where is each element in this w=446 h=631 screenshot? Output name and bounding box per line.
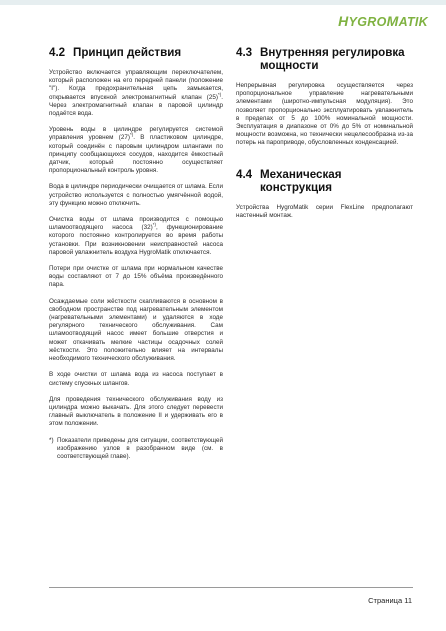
right-column xyxy=(236,46,413,228)
paragraph-switch-on: Устройство включается управляющим переключателем, который расположен на его передней панели (положение "I"). Когда предохранительная цепь замыкается, открывается впускной электромагнитный клапан (25)*). Через электромагнитный клапан в паровой цилиндр подаётся вода. xyxy=(49,69,223,118)
footer-divider xyxy=(49,587,413,588)
hygromatik-logo: HYGROMATIK xyxy=(338,13,428,29)
footnote-mark: *) xyxy=(49,436,54,444)
section-number: 4.2 xyxy=(49,46,66,59)
section-title: Принцип действия xyxy=(73,46,182,59)
paragraph-water-level: Уровень воды в цилиндре регулируется системой управления уровнем (27)*). В пластиковом цилиндре, который соединён с паровым цилиндром шлангами по принципу сообщающихся сосудов, находится ёмкостный датчик, который постоянно осуществляет пропорциональный контроль уровня. xyxy=(49,126,223,175)
paragraph-sludge-pump: Очистка воды от шлама производится с помощью шламоотводящего насоса (32)*), функционирование которого постоянно контролируется во время работы установки. При возникновении неисправностей насоса паровой увлажнитель воздуха HygroMatik отключается. xyxy=(49,216,223,256)
paragraph-hardness-salts: Осаждаемые соли жёсткости скапливаются в основном в свободном пространстве под нагревательным элементом (нагревательными элементами) и удаляются в ходе регулярного технического обслуживания. Сам шламоотводящий насос имеет большие отверстия и может откачивать мелкие частицы осадочных солей жёсткости. Это положительно влияет на интервалы необходимого технического обслуживания. xyxy=(49,297,223,363)
section-title: Механическая конструкция xyxy=(260,167,342,194)
paragraph-losses: Потери при очистке от шлама при нормальном качестве воды составляют от 7 до 15% объёма произведённого пара. xyxy=(49,265,223,289)
paragraph-sludge-cleaning: Вода в цилиндре периодически очищается от шлама. Если устройство используется с полностью умягчённой водой, эту функцию можно отключить. xyxy=(49,183,223,207)
section-title: Внутренняя регулировка мощности xyxy=(260,46,405,72)
footnote xyxy=(49,437,223,470)
paragraph-mechanical-design: Устройства HygroMatik серии FlexLine предполагают настенный монтаж. xyxy=(236,203,413,219)
header-stripe xyxy=(0,0,446,5)
page-header xyxy=(0,0,446,30)
section-number: 4.4 xyxy=(236,167,253,181)
paragraph-maintenance: Для проведения технического обслуживания воду из цилиндра можно выкачать. Для этого следует перевести главный выключатель в положение II и удерживать его в этом положении. xyxy=(49,395,223,428)
section-number: 4.3 xyxy=(236,46,253,59)
paragraph-power-control: Непрерывная регулировка осуществляется через пропорциональное управление нагревательными элементами (широтно-импульсная модуляция). Это позволяет пропорционально эксплуатировать увлажнитель в пределах от 5 до 100% номинальной мощности. Эксплуатация в диапазоне от 0% до 5% от номинальной мощности возможна, но технически нецелесообразна из-за потерь на пароприводе, обусловленных конденсацией. xyxy=(236,82,413,147)
section-heading-4-4 xyxy=(236,168,413,194)
footnote-text: Показатели приведены для ситуации, соответствующей изображению узлов в разобранном виде (см. в соответствующей главе). xyxy=(57,436,223,460)
section-heading-4-3 xyxy=(236,46,413,72)
paragraph-drain-hoses: В ходе очистки от шлама вода из насоса поступает в систему спускных шлангов. xyxy=(49,371,223,387)
left-column xyxy=(49,46,223,469)
page-number: Страница 11 xyxy=(368,596,412,605)
section-heading-4-2 xyxy=(49,46,223,59)
